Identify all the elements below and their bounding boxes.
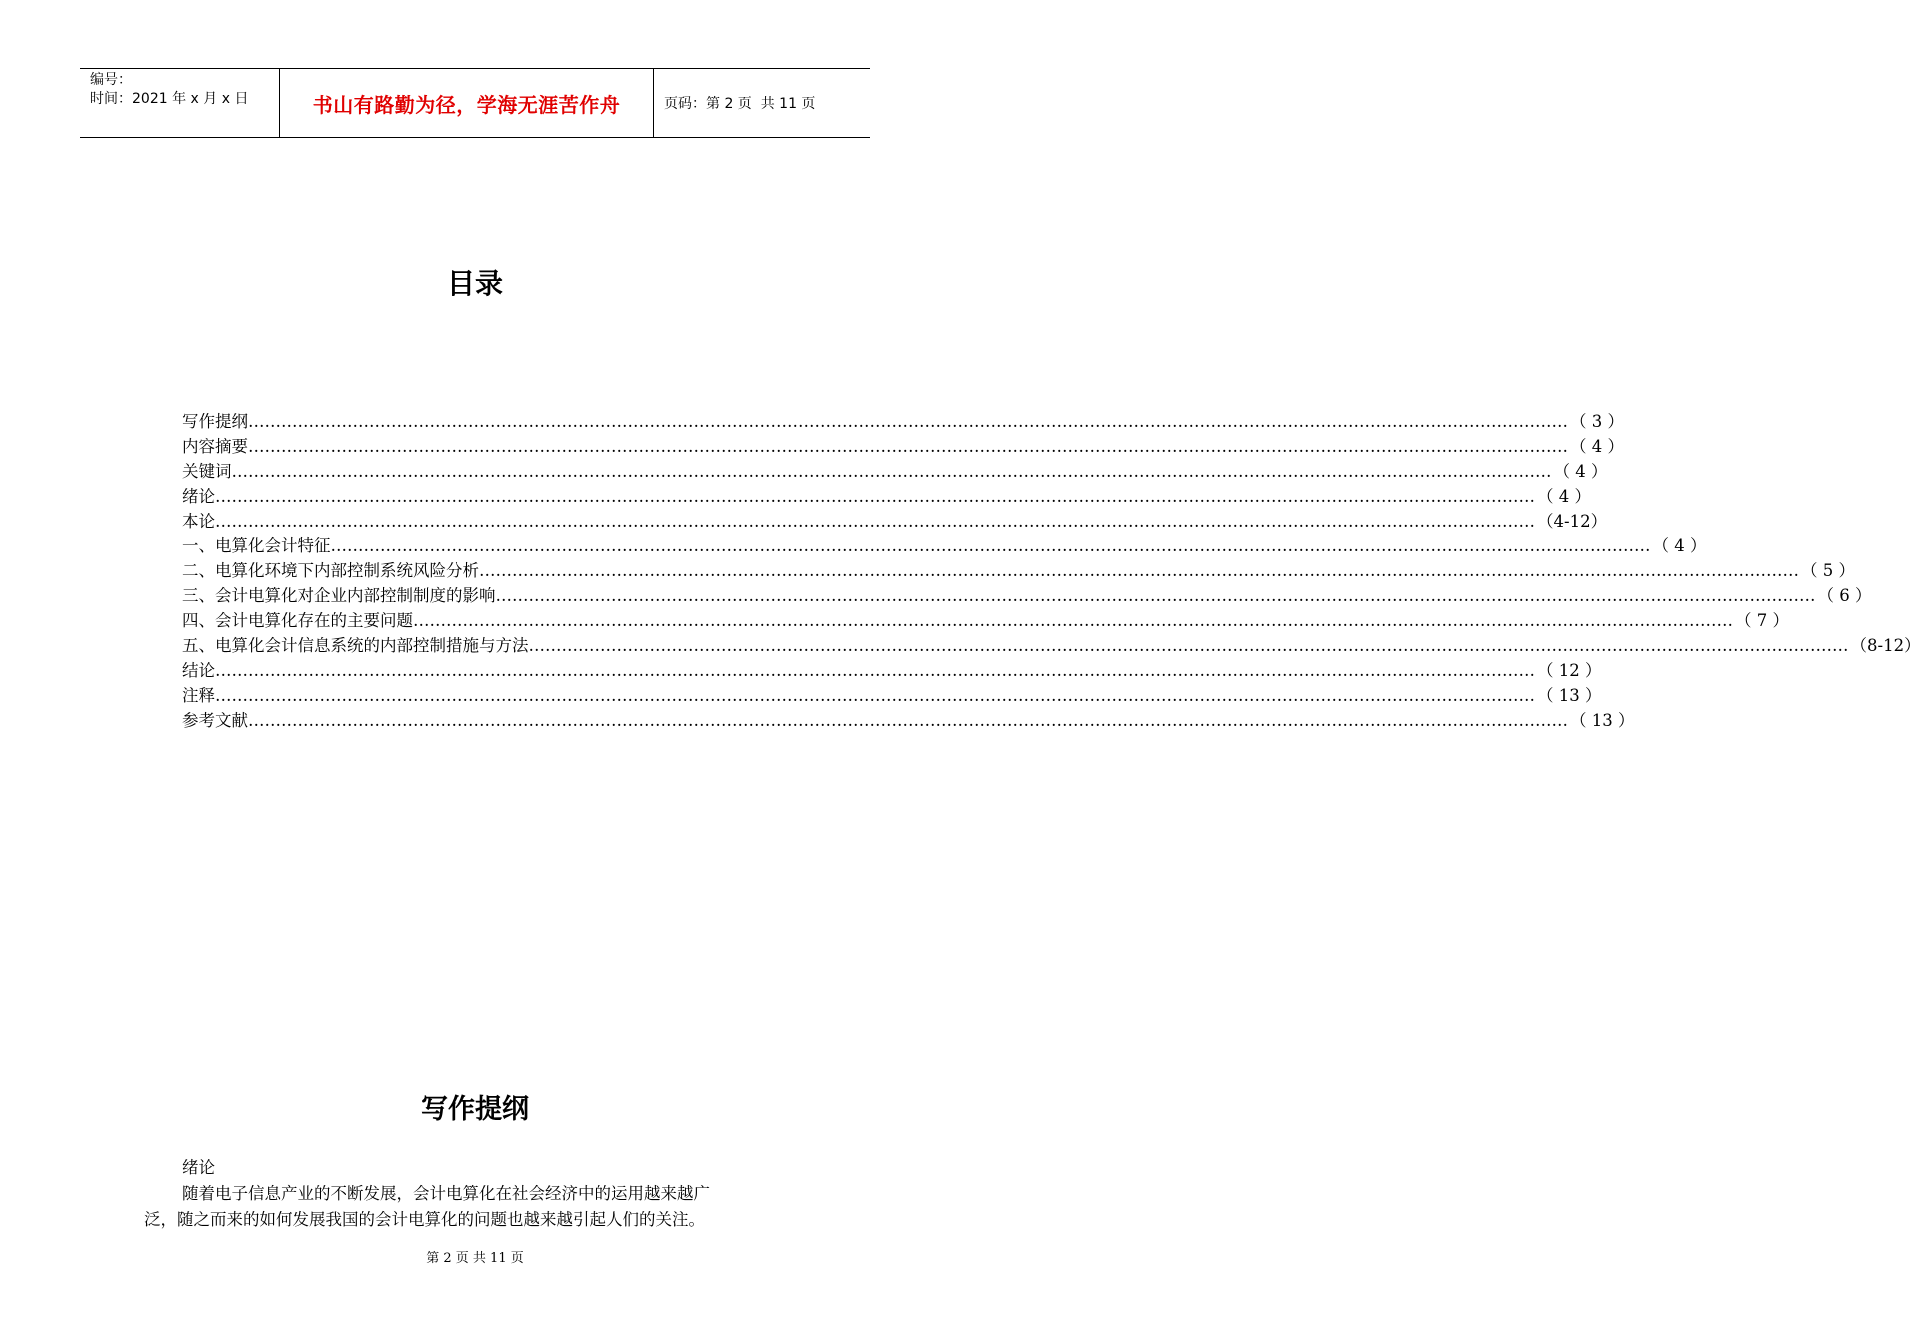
toc-leader-dots: ……………………………………………………………………………………………………………………………………………………………………………………………………………………	[248, 412, 1568, 431]
toc-entry-label: 参考文献	[182, 710, 248, 730]
toc-entry	[182, 607, 1789, 632]
toc-entry	[182, 408, 1624, 433]
toc-entry-page: （8-12）	[1850, 636, 1921, 656]
outline-title: 写作提纲	[421, 1094, 529, 1125]
table-of-contents	[182, 408, 1921, 732]
toc-entry	[182, 632, 1921, 657]
header-page-info	[654, 69, 870, 137]
toc-entry-label: 关键词	[182, 461, 232, 481]
document-header	[80, 68, 870, 138]
toc-title: 目录	[446, 267, 503, 300]
toc-entry-label: 二、电算化环境下内部控制系统风险分析	[182, 561, 479, 581]
toc-entry-label: 结论	[182, 660, 215, 680]
toc-entry	[182, 508, 1608, 533]
toc-entry	[182, 582, 1872, 607]
toc-entry-label: 四、会计电算化存在的主要问题	[182, 611, 413, 631]
toc-entry-label: 绪论	[182, 486, 215, 506]
toc-entry-page: （ 4 ）	[1537, 486, 1591, 506]
toc-leader-dots: ……………………………………………………………………………………………………………………………………………………………………………………………………………………	[215, 685, 1535, 705]
toc-entry-page: （ 12 ）	[1537, 660, 1602, 680]
toc-entry	[182, 433, 1624, 458]
toc-leader-dots: ……………………………………………………………………………………………………………………………………………………………………………………………………………………	[248, 436, 1568, 456]
toc-entry	[182, 483, 1591, 508]
toc-leader-dots: ……………………………………………………………………………………………………………………………………………………………………………………………………………………	[495, 586, 1816, 606]
toc-entry-page: （ 7 ）	[1735, 611, 1789, 631]
header-meta	[80, 69, 280, 137]
toc-entry	[182, 458, 1608, 483]
toc-entry-page: （ 13 ）	[1537, 685, 1602, 705]
toc-leader-dots: ……………………………………………………………………………………………………………………………………………………………………………………………………………………	[231, 461, 1552, 481]
toc-entry-page: （ 4 ）	[1553, 461, 1608, 481]
toc-entry-label: 注释	[182, 685, 215, 705]
toc-leader-dots: ……………………………………………………………………………………………………………………………………………………………………………………………………………………	[479, 561, 1799, 581]
number-label: 编号：	[90, 72, 132, 88]
toc-entry-page: （ 3 ）	[1570, 412, 1624, 431]
toc-leader-dots: ……………………………………………………………………………………………………………………………………………………………………………………………………………………	[215, 660, 1535, 680]
toc-entry	[182, 707, 1635, 732]
toc-entry-page: （ 13 ）	[1570, 710, 1635, 730]
toc-leader-dots: ……………………………………………………………………………………………………………………………………………………………………………………………………………………	[248, 710, 1568, 730]
outline-subheading: 绪论	[182, 1158, 215, 1177]
toc-entry	[182, 657, 1602, 682]
outline-paragraph-line1: 随着电子信息产业的不断发展，会计电算化在社会经济中的运用越来越广	[182, 1184, 710, 1203]
toc-entry-label: 内容摘要	[182, 436, 248, 456]
toc-entry	[182, 532, 1707, 557]
toc-entry-page: （ 5 ）	[1801, 561, 1855, 581]
toc-entry	[182, 682, 1602, 707]
toc-entry-label: 本论	[182, 511, 215, 531]
time-label: 时间：2021 年 x 月 x 日	[90, 91, 249, 107]
page-footer: 第 2 页 共 11 页	[426, 1251, 524, 1266]
toc-entry-page: （4-12）	[1537, 511, 1608, 531]
outline-body	[144, 1155, 814, 1233]
toc-leader-dots: ……………………………………………………………………………………………………………………………………………………………………………………………………………………	[215, 511, 1535, 531]
toc-leader-dots: ……………………………………………………………………………………………………………………………………………………………………………………………………………………	[413, 611, 1733, 631]
toc-entry-page: （ 4 ）	[1570, 436, 1624, 456]
toc-entry-label: 写作提纲	[182, 412, 248, 431]
toc-leader-dots: ……………………………………………………………………………………………………………………………………………………………………………………………………………………	[528, 636, 1849, 656]
toc-entry-label: 三、会计电算化对企业内部控制制度的影响	[182, 586, 496, 606]
toc-entry-page: （ 6 ）	[1817, 586, 1872, 606]
page-info-text: 页码：第 2 页 共 11 页	[664, 96, 816, 112]
toc-entry-page: （ 4 ）	[1652, 536, 1707, 556]
toc-entry-label: 一、电算化会计特征	[182, 536, 331, 556]
header-motto: 书山有路勤为径，学海无涯苦作舟	[280, 69, 654, 137]
toc-leader-dots: ……………………………………………………………………………………………………………………………………………………………………………………………………………………	[215, 486, 1535, 506]
toc-entry	[182, 557, 1855, 582]
toc-leader-dots: ……………………………………………………………………………………………………………………………………………………………………………………………………………………	[330, 536, 1651, 556]
outline-paragraph-line2: 泛，随之而来的如何发展我国的会计电算化的问题也越来越引起人们的关注。	[144, 1210, 705, 1229]
toc-entry-label: 五、电算化会计信息系统的内部控制措施与方法	[182, 636, 529, 656]
